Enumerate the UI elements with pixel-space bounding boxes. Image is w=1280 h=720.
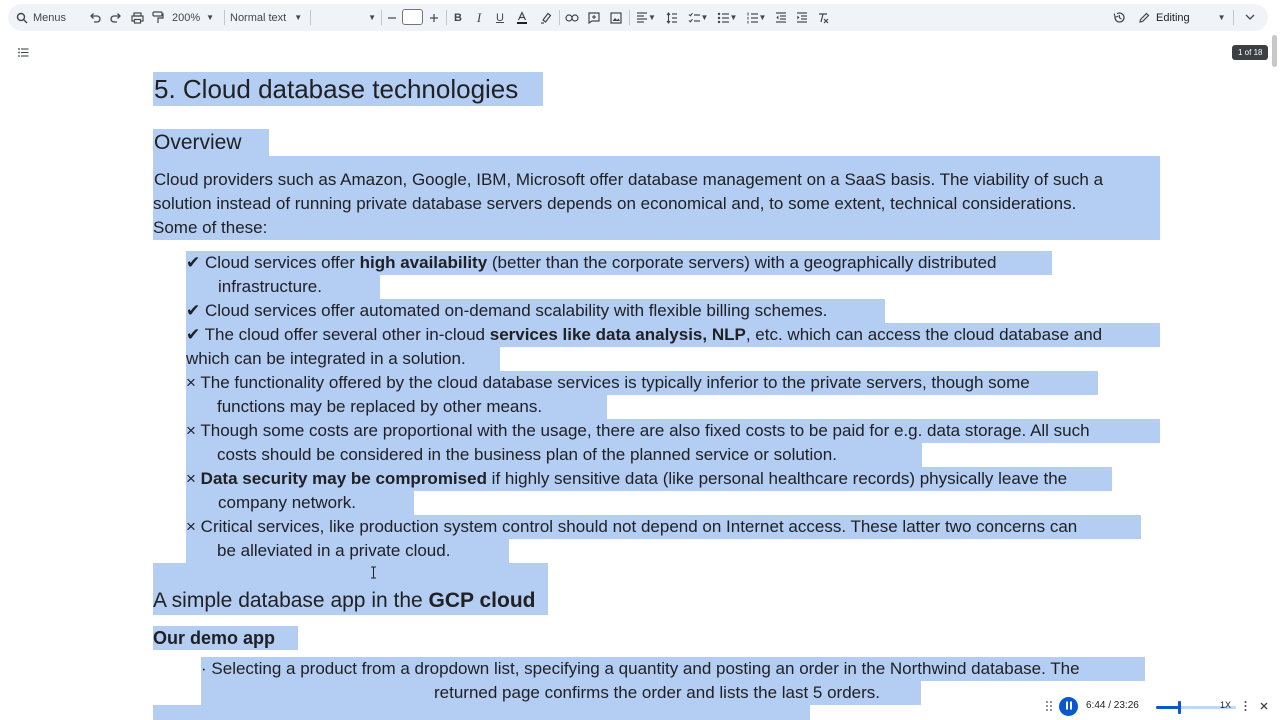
- list-item-pro-1-cont: infrastructure.: [186, 275, 380, 299]
- cross-icon: ×: [186, 373, 196, 392]
- cross-icon: ×: [186, 469, 196, 488]
- chevron-down-icon: ▼: [700, 13, 709, 22]
- more-vert-icon: [1244, 701, 1247, 714]
- list-item-pro-3: ✔ The cloud offer several other in-cloud services like data analysis, NLP, etc. which can access the cloud database and: [186, 323, 1160, 347]
- list-item-con-3: × Data security may be compromised if highly sensitive data (like personal healthcare records) physically leave the: [186, 467, 1112, 491]
- player-close-button[interactable]: [1258, 701, 1270, 713]
- drag-handle[interactable]: [1045, 701, 1053, 713]
- list-item-con-2: × Though some costs are proportional with the usage, there are also fixed costs to be paid for e.g. data storage. All such: [186, 419, 1160, 443]
- chevron-down-icon: ▼: [1217, 13, 1226, 22]
- intro-line-2: solution instead of running private database servers depends on economical and, to some extent, technical considerations.: [153, 194, 1077, 213]
- chevron-down-icon: ▼: [758, 13, 767, 22]
- pause-button[interactable]: [1059, 697, 1078, 716]
- chevron-down-icon: ▼: [729, 13, 738, 22]
- list-item-con-3-cont: company network.: [186, 491, 414, 515]
- paragraph-style-value: Normal text: [230, 11, 287, 24]
- text-cursor-icon: [370, 566, 377, 584]
- demo-list-item-cont: returned page confirms the order and lists the last 5 orders.: [201, 681, 921, 705]
- empty-line-selection: [153, 563, 548, 587]
- overview-heading: Overview: [153, 129, 269, 157]
- player-more-button[interactable]: [1240, 701, 1250, 713]
- close-icon: [1260, 702, 1268, 713]
- checkmark-icon: ✔: [186, 301, 201, 320]
- list-item-con-2-cont: costs should be considered in the business plan of the planned service or solution.: [186, 443, 922, 467]
- next-line-selection: [153, 705, 810, 720]
- document-title: 5. Cloud database technologies: [153, 72, 543, 106]
- list-item-pro-2: ✔ Cloud services offer automated on-demand scalability with flexible billing schemes.: [186, 299, 885, 323]
- playback-speed[interactable]: 1X: [1220, 700, 1232, 710]
- demo-list-item: · Selecting a product from a dropdown list, specifying a quantity and posting an order in the Northwind database. The: [201, 657, 1145, 681]
- checkmark-icon: ✔: [186, 325, 201, 344]
- bullet-icon: ·: [201, 659, 207, 678]
- playback-progress: [1156, 706, 1179, 709]
- media-player-bar: [1040, 695, 1276, 719]
- underline-icon: U: [496, 11, 504, 24]
- list-item-con-4: × Critical services, like production system control should not depend on Internet access. These latter two concerns can: [186, 515, 1141, 539]
- list-item-pro-3-cont: which can be integrated in a solution.: [186, 347, 500, 371]
- menus-label: Menus: [33, 11, 67, 24]
- list-item-con-4-cont: be alleviated in a private cloud.: [186, 539, 509, 563]
- list-item-pro-1: ✔ Cloud services offer high availability (better than the corporate servers) with a geographically distributed: [186, 251, 1052, 275]
- bold-icon: B: [454, 11, 462, 24]
- playback-time: 6:44 / 23:26: [1086, 700, 1139, 711]
- playback-slider-thumb[interactable]: [1178, 701, 1181, 714]
- list-item-con-1-cont: functions may be replaced by other means.: [186, 395, 607, 419]
- page-indicator: 1 of 18: [1232, 45, 1268, 60]
- chevron-down-icon: ▼: [368, 13, 376, 22]
- cross-icon: ×: [186, 517, 196, 536]
- intro-line-1: Cloud providers such as Amazon, Google, IBM, Microsoft offer database management on a SaaS basis. The viability of such a: [154, 170, 1104, 189]
- chevron-down-icon: ▼: [206, 13, 215, 22]
- gcp-heading: A simple database app in the GCP cloud: [153, 587, 548, 615]
- checkmark-icon: ✔: [186, 253, 201, 272]
- pause-icon: [1065, 701, 1073, 713]
- zoom-value: 200%: [172, 11, 201, 24]
- intro-line-3: Some of these:: [153, 216, 289, 240]
- chevron-down-icon: ▼: [294, 13, 303, 22]
- cross-icon: ×: [186, 421, 196, 440]
- list-item-con-1: × The functionality offered by the cloud database services is typically inferior to the private servers, though some: [186, 371, 1098, 395]
- editing-mode-label: Editing: [1156, 11, 1190, 24]
- drag-handle-icon: [1046, 701, 1052, 714]
- demo-app-heading: Our demo app: [153, 626, 298, 650]
- chevron-down-icon: ▼: [648, 13, 656, 22]
- italic-icon: I: [476, 9, 482, 25]
